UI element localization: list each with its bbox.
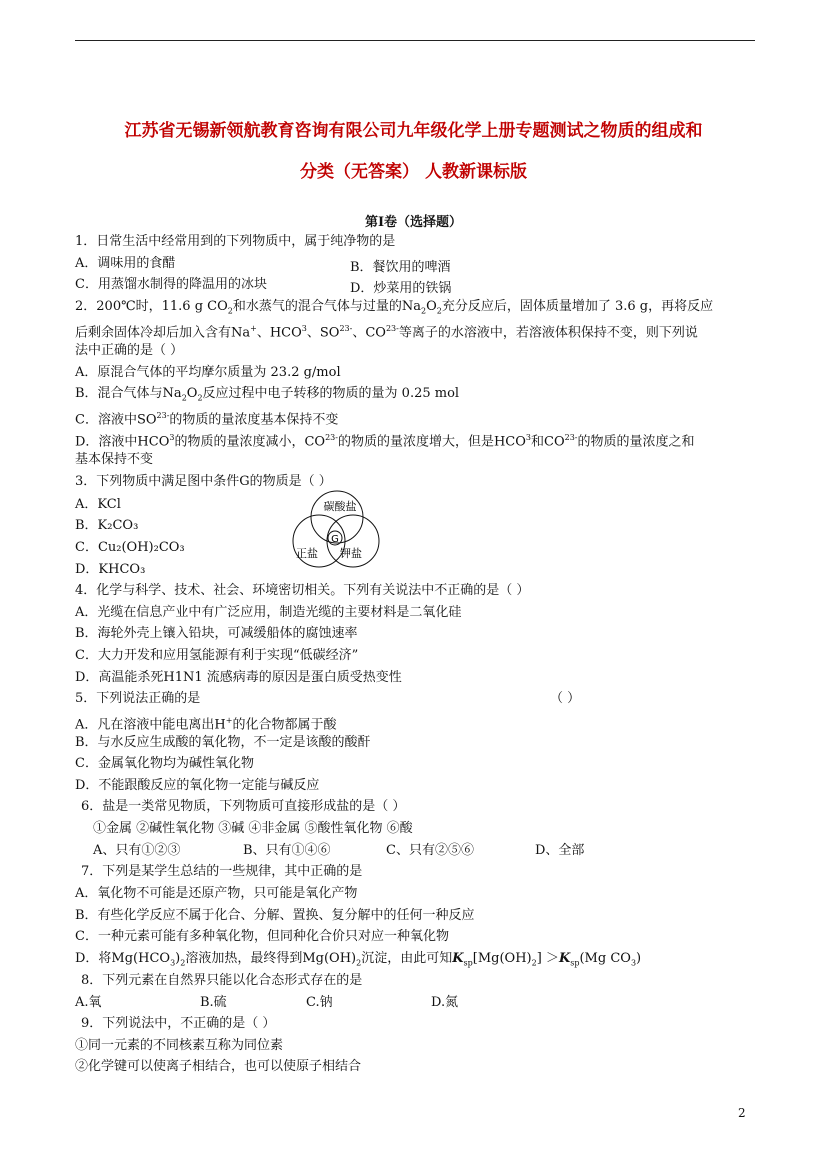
q4-option-c: C．大力开发和应用氢能源有利于实现“低碳经济” [75, 648, 359, 663]
q5-option-d: D．不能跟酸反应的氧化物一定能与碱反应 [75, 778, 320, 793]
q7-option-a: A．氧化物不可能是还原产物，只可能是氧化产物 [75, 886, 358, 901]
q1-option-b: B．餐饮用的啤酒 [350, 260, 451, 275]
q2-stem-line2: 后剩余固体冷却后加入含有Na+、HCO$^3$、$SO^{23-}$、$CO^{23-}$等离子的水溶液中，若溶液体积保持不变，则下列说 [75, 324, 698, 341]
q8-stem: 8．下列元素在自然界只能以化合态形式存在的是 [81, 973, 363, 988]
q8-option-c: C.钠 [306, 995, 333, 1010]
q4-option-d: D．高温能杀死H1N1 流感病毒的原因是蛋白质受热变性 [75, 670, 402, 685]
q7-option-c: C．一种元素可能有多种氧化物，但同种化合价只对应一种氧化物 [75, 929, 449, 944]
q9-statement-2: ②化学键可以使离子相结合，也可以使原子相结合 [75, 1059, 362, 1074]
q6-items: ①金属 ②碱性氧化物 ③碱 ④非金属 ⑤酸性氧化物 ⑥酸 [93, 821, 413, 836]
q1-stem: 1．日常生活中经常用到的下列物质中，属于纯净物的是 [75, 234, 396, 249]
q4-option-b: B．海轮外壳上镶入铅块，可减缓船体的腐蚀速率 [75, 626, 358, 641]
q6-stem: 6．盐是一类常见物质，下列物质可直接形成盐的是（ ） [81, 799, 406, 814]
q3-option-b: B．K₂CO₃ [75, 518, 139, 533]
venn-diagram [282, 489, 392, 571]
q1-option-d: D．炒菜用的铁锅 [350, 281, 452, 296]
document-title-line2: 分类（无答案） 人教新课标版 [300, 162, 527, 182]
q9-stem: 9．下列说法中，不正确的是（ ） [81, 1016, 276, 1031]
q5-answer-paren: （ ） [550, 691, 581, 706]
q5-stem: 5．下列说法正确的是 [75, 691, 201, 706]
venn-label-g: G [331, 534, 339, 545]
q2-option-c: C．溶液中$SO^{23-}$的物质的量浓度基本保持不变 [75, 411, 339, 428]
q2-stem-line1: 2．200℃时，11.6 g $CO_2$和水蒸气的混合气体与过量的$Na_2O_2$充分反应后，固体质量增加了 3.6 g，再将反应 [75, 299, 714, 316]
q4-stem: 4．化学与科学、技术、社会、环境密切相关。下列有关说法中不正确的是（ ） [75, 583, 530, 598]
q4-option-a: A．光缆在信息产业中有广泛应用，制造光缆的主要材料是二氧化硅 [75, 605, 462, 620]
q2-option-d: D．溶液中HCO$^3$的物质的量浓度减小，$CO^{23-}$的物质的量浓度增大，但是HCO$^3$和$CO^{23-}$的物质的量浓度之和 [75, 433, 695, 450]
q3-stem: 3．下列物质中满足图中条件G的物质是（ ） [75, 474, 332, 489]
q3-option-c: C．Cu₂(OH)₂CO₃ [75, 540, 185, 555]
q3-option-d: D．KHCO₃ [75, 562, 146, 577]
q6-option-d: D、全部 [535, 843, 585, 858]
q2-option-b: B．混合气体与$Na_2O_2$反应过程中电子转移的物质的量为 0.25 mol [75, 386, 460, 403]
q5-option-c: C．金属氧化物均为碱性氧化物 [75, 756, 254, 771]
q3-option-a: A．KCl [75, 497, 121, 512]
document-title-line1: 江苏省无锡新领航教育咨询有限公司九年级化学上册专题测试之物质的组成和 [124, 121, 703, 141]
venn-label-normal-salt: 正盐 [296, 547, 318, 560]
q6-option-a: A、只有①②③ [93, 843, 181, 858]
page-number: 2 [738, 1106, 746, 1120]
q2-stem-line3: 法中正确的是（ ） [75, 343, 184, 358]
q5-option-b: B．与水反应生成酸的氧化物，不一定是该酸的酸酐 [75, 735, 371, 750]
q7-option-b: B．有些化学反应不属于化合、分解、置换、复分解中的任何一种反应 [75, 908, 475, 923]
q6-option-b: B、只有①④⑥ [243, 843, 331, 858]
header-rule [75, 40, 755, 41]
section-heading: 第I卷（选择题） [364, 215, 463, 230]
venn-label-carbonate: 碳酸盐 [323, 500, 357, 513]
venn-label-potassium-salt: 钾盐 [340, 547, 362, 560]
q6-option-c: C、只有②⑤⑥ [386, 843, 474, 858]
q8-option-b: B.硫 [200, 995, 227, 1010]
q2-option-a: A．原混合气体的平均摩尔质量为 23.2 g/mol [75, 365, 341, 380]
q2-option-d-cont: 基本保持不变 [75, 452, 154, 467]
q1-option-a: A．调味用的食醋 [75, 256, 176, 271]
q7-option-d: D．将$Mg(HCO_3)_2$溶液加热，最终得到$Mg(OH)_2$沉淀，由此可知$K_{sp}[Mg(OH)_2] >K_{sp}(Mg$ $CO_3$) [75, 951, 642, 968]
q1-option-c: C．用蒸馏水制得的降温用的冰块 [75, 277, 267, 292]
q9-statement-1: ①同一元素的不同核素互称为同位素 [75, 1038, 284, 1053]
q5-option-a: A．凡在溶液中能电离出H+的化合物都属于酸 [75, 716, 337, 733]
q7-stem: 7．下列是某学生总结的一些规律，其中正确的是 [81, 864, 363, 879]
q8-option-a: A.氧 [75, 995, 102, 1010]
q8-option-d: D.氮 [431, 995, 459, 1010]
